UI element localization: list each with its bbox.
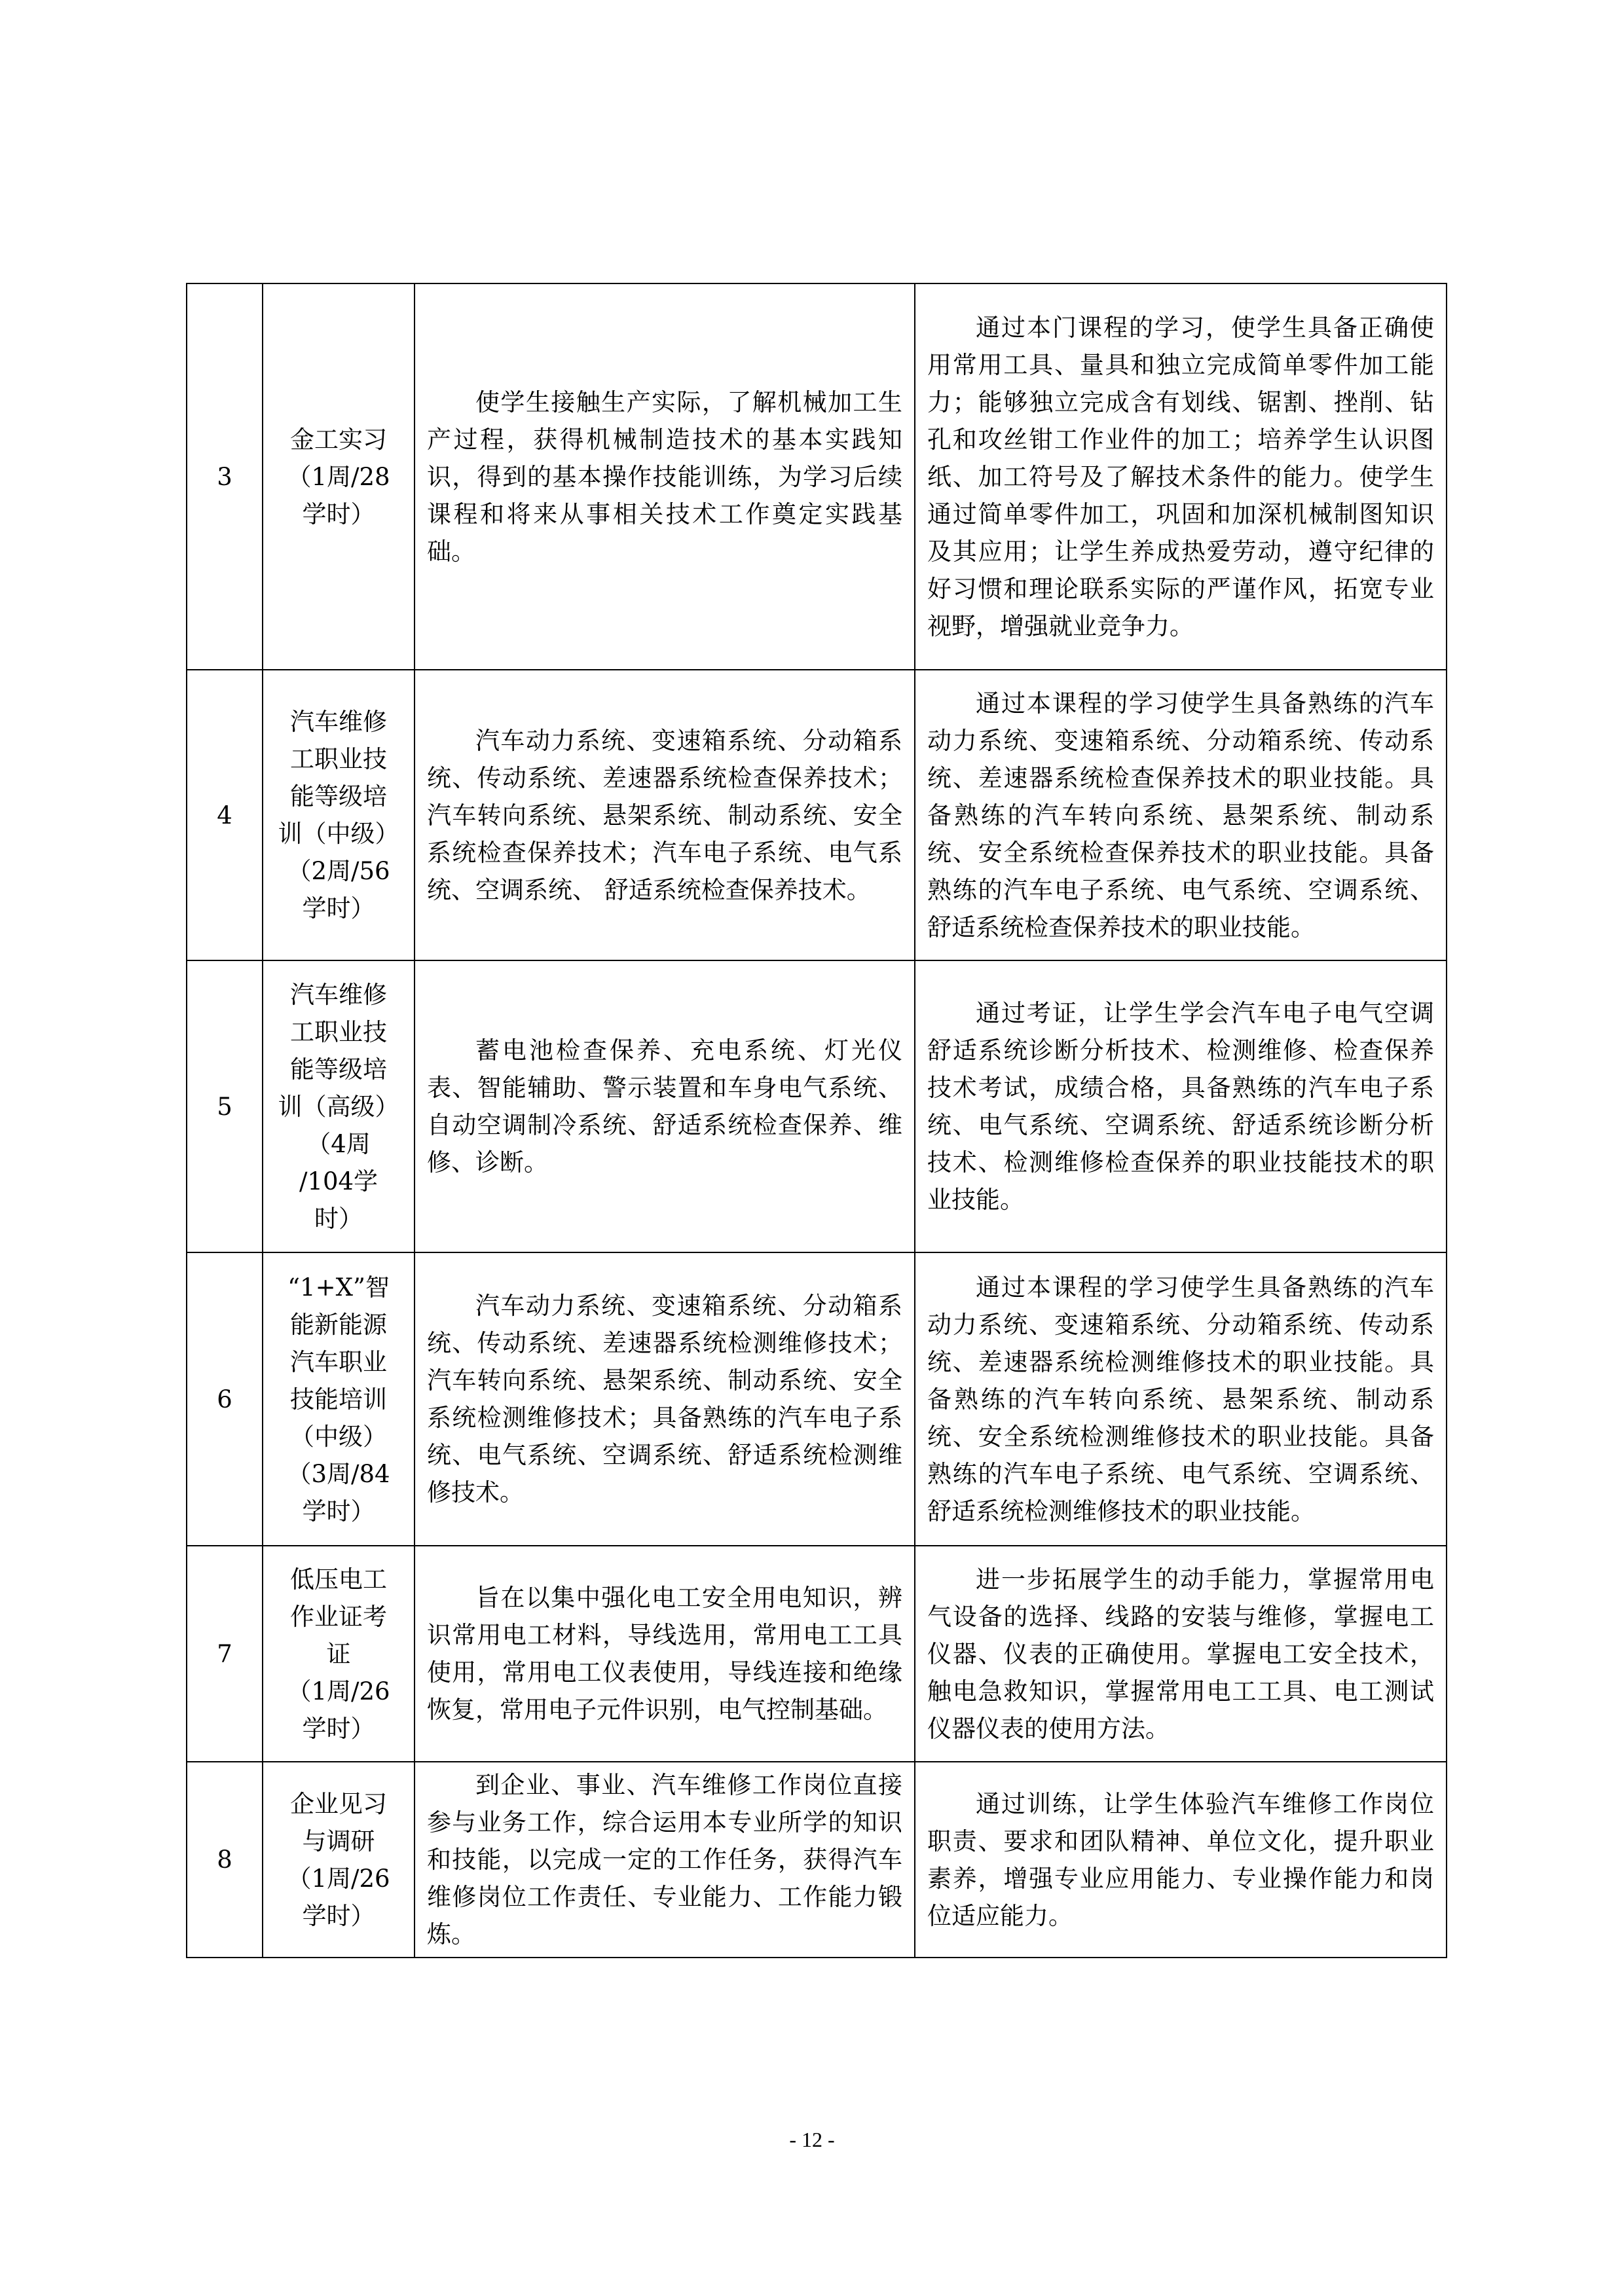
course-number: 4 xyxy=(187,670,263,960)
table-row xyxy=(187,670,1447,960)
course-goal xyxy=(915,1252,1447,1546)
course-name xyxy=(263,670,415,960)
course-content xyxy=(415,283,915,670)
course-content-text: 使学生接触生产实际，了解机械加工生产过程，获得机械制造技术的基本实践知识，得到的基本操作技能训练，为学习后续课程和将来从事相关技术工作奠定实践基础。 xyxy=(427,388,902,566)
course-goal-text: 进一步拓展学生的动手能力，掌握常用电气设备的选择、线路的安装与维修，掌握电工仪器、仪表的正确使用。掌握电工安全技术，触电急救知识，掌握常用电工工具、电工测试仪器仪表的使用方法。 xyxy=(927,1565,1434,1743)
table-row xyxy=(187,1252,1447,1546)
course-goal xyxy=(915,960,1447,1252)
course-content-text: 汽车动力系统、变速箱系统、分动箱系统、传动系统、差速器系统检查保养技术；汽车转向系统、悬架系统、制动系统、安全系统检查保养技术；汽车电子系统、电气系统、空调系统、 舒适系统检查保养技术。 xyxy=(427,726,902,904)
course-content xyxy=(415,960,915,1252)
table-body xyxy=(187,283,1447,1958)
course-number: 8 xyxy=(187,1762,263,1958)
page-number: - 12 - xyxy=(789,2128,835,2151)
course-content xyxy=(415,1252,915,1546)
course-name-text: 低压电工 作业证考 证 （1周/26 学时） xyxy=(287,1565,390,1743)
course-name-text: 金工实习 （1周/28 学时） xyxy=(287,425,390,528)
course-number: 7 xyxy=(187,1546,263,1762)
course-goal-text: 通过考证，让学生学会汽车电子电气空调舒适系统诊断分析技术、检测维修、检查保养技术考试，成绩合格，具备熟练的汽车电子系统、电气系统、空调系统、舒适系统诊断分析技术、检测维修检查保养的职业技能技术的职业技能。 xyxy=(927,999,1434,1214)
table-row xyxy=(187,283,1447,670)
course-name-text: 汽车维修 工职业技 能等级培 训（高级） （4周 /104学 时） xyxy=(278,980,399,1233)
course-content-text: 旨在以集中强化电工安全用电知识，辨识常用电工材料，导线选用，常用电工工具使用，常用电工仪表使用，导线连接和绝缘恢复，常用电子元件识别，电气控制基础。 xyxy=(427,1584,902,1724)
course-content xyxy=(415,1546,915,1762)
table-row xyxy=(187,1546,1447,1762)
course-content-text: 蓄电池检查保养、充电系统、灯光仪表、智能辅助、警示装置和车身电气系统、自动空调制冷系统、舒适系统检查保养、维修、诊断。 xyxy=(427,1036,902,1176)
course-name xyxy=(263,960,415,1252)
course-goal-text: 通过本课程的学习使学生具备熟练的汽车动力系统、变速箱系统、分动箱系统、传动系统、差速器系统检测维修技术的职业技能。具备熟练的汽车转向系统、悬架系统、制动系统、安全系统检测维修技术的职业技能。具备熟练的汽车电子系统、电气系统、空调系统、舒适系统检测维修技术的职业技能。 xyxy=(927,1273,1434,1525)
course-content-text: 到企业、事业、汽车维修工作岗位直接参与业务工作，综合运用本专业所学的知识和技能，以完成一定的工作任务，获得汽车维修岗位工作责任、专业能力、工作能力锻炼。 xyxy=(427,1771,902,1948)
course-name xyxy=(263,283,415,670)
course-name xyxy=(263,1546,415,1762)
course-content xyxy=(415,670,915,960)
course-number: 5 xyxy=(187,960,263,1252)
table-row xyxy=(187,1762,1447,1958)
course-content xyxy=(415,1762,915,1958)
course-goal xyxy=(915,670,1447,960)
course-goal xyxy=(915,1762,1447,1958)
course-table xyxy=(186,283,1447,1958)
table-row xyxy=(187,960,1447,1252)
course-name xyxy=(263,1762,415,1958)
course-content-text: 汽车动力系统、变速箱系统、分动箱系统、传动系统、差速器系统检测维修技术；汽车转向系统、悬架系统、制动系统、安全系统检测维修技术；具备熟练的汽车电子系统、电气系统、空调系统、舒适系统检测维修技术。 xyxy=(427,1292,902,1506)
course-goal-text: 通过训练，让学生体验汽车维修工作岗位职责、要求和团队精神、单位文化，提升职业素养，增强专业应用能力、专业操作能力和岗位适应能力。 xyxy=(927,1789,1434,1930)
course-goal-text: 通过本门课程的学习，使学生具备正确使用常用工具、量具和独立完成简单零件加工能力；能够独立完成含有划线、锯割、挫削、钻孔和攻丝钳工作业件的加工；培养学生认识图纸、加工符号及了解技术条件的能力。使学生通过简单零件加工，巩固和加深机械制图知识及其应用；让学生养成热爱劳动，遵守纪律的好习惯和理论联系实际的严谨作风，拓宽专业视野，增强就业竞争力。 xyxy=(927,313,1434,640)
course-name-text: 企业见习 与调研 （1周/26 学时） xyxy=(287,1789,390,1930)
course-name-text: 汽车维修 工职业技 能等级培 训（中级） （2周/56 学时） xyxy=(278,708,399,922)
course-goal xyxy=(915,1546,1447,1762)
course-name-text: “1+X”智 能新能源 汽车职业 技能培训 （中级） （3周/84 学时） xyxy=(287,1273,390,1525)
course-goal xyxy=(915,283,1447,670)
course-name xyxy=(263,1252,415,1546)
course-number: 6 xyxy=(187,1252,263,1546)
course-number: 3 xyxy=(187,283,263,670)
course-goal-text: 通过本课程的学习使学生具备熟练的汽车动力系统、变速箱系统、分动箱系统、传动系统、差速器系统检查保养技术的职业技能。具备熟练的汽车转向系统、悬架系统、制动系统、安全系统检查保养技术的职业技能。具备熟练的汽车电子系统、电气系统、空调系统、舒适系统检查保养技术的职业技能。 xyxy=(927,689,1434,941)
